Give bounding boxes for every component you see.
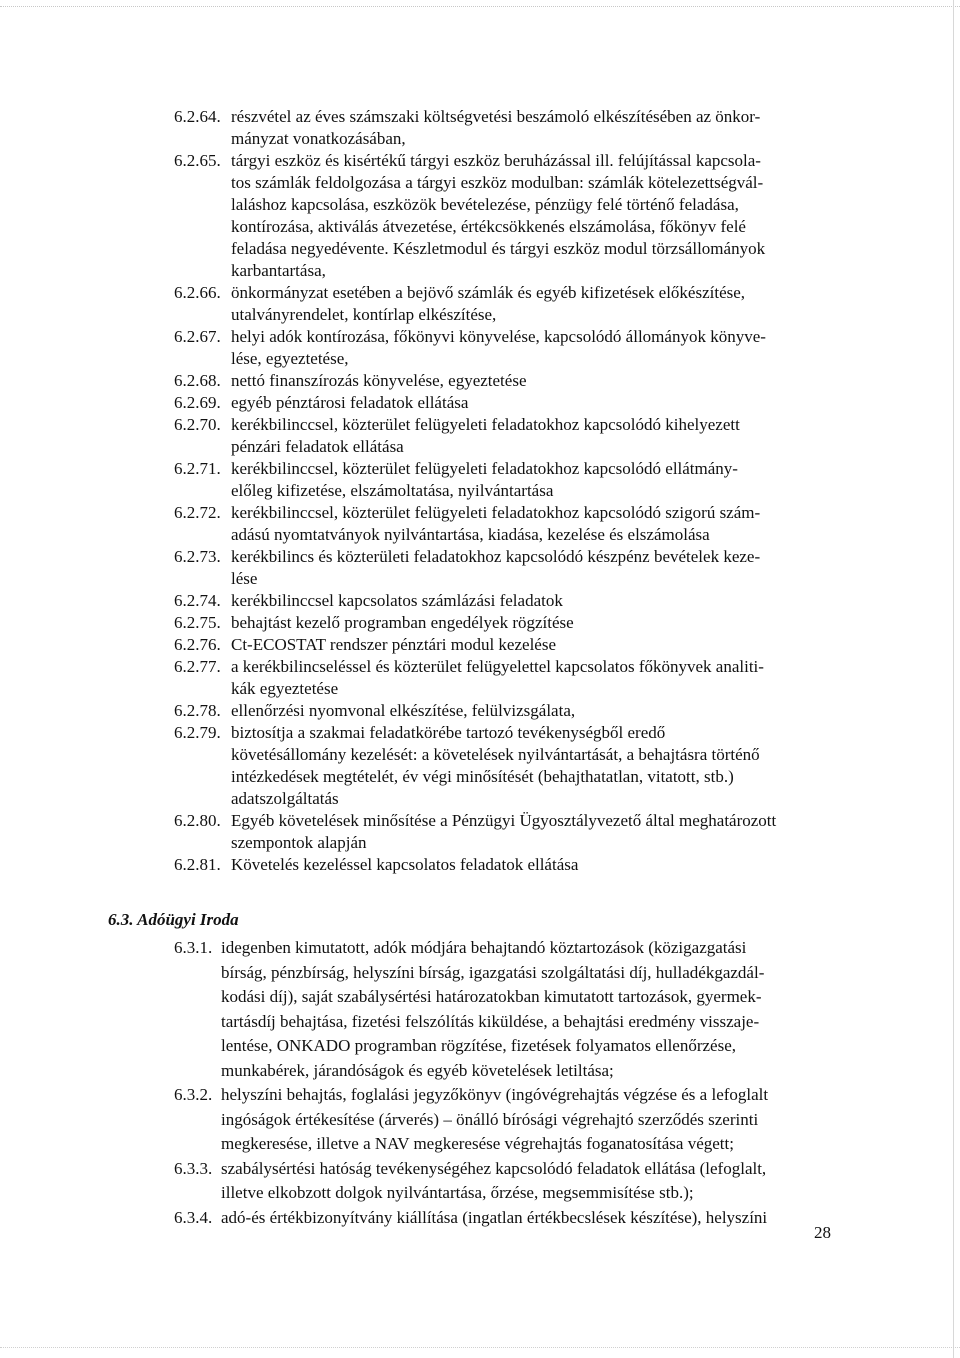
item-text: szabálysértési hatóság tevékenységéhez kapcsolódó feladatok ellátása (lefoglalt, illetve elkobzott dolgok nyilvántartása, őrzése, megsemmisítése stb.); <box>221 1158 767 1202</box>
list-item <box>174 414 846 458</box>
item-text: Ct-ECOSTAT rendszer pénztári modul kezelése <box>231 635 557 654</box>
item-text: egyéb pénztárosi feladatok ellátása <box>231 393 469 412</box>
item-number: 6.2.79. <box>174 723 221 742</box>
list-item <box>174 612 846 634</box>
list-item <box>174 1157 848 1206</box>
item-number: 6.2.78. <box>174 701 221 720</box>
item-number: 6.2.76. <box>174 635 221 654</box>
list-item <box>174 700 846 722</box>
item-text: kerékbilincs és közterületi feladatokhoz kapcsolódó készpénz bevételek keze- lése <box>231 547 761 588</box>
item-text: nettó finanszírozás könyvelése, egyeztetése <box>231 371 527 390</box>
list-item <box>174 392 846 414</box>
scan-edge-bottom <box>0 1347 960 1348</box>
item-number: 6.2.69. <box>174 393 221 412</box>
item-text: adó-és értékbizonyítvány kiállítása (ingatlan értékbecslések készítése), helyszíni <box>221 1207 768 1227</box>
item-number: 6.2.80. <box>174 811 221 830</box>
list-item <box>174 854 846 876</box>
item-number: 6.2.74. <box>174 591 221 610</box>
list-item <box>174 634 846 656</box>
list-item <box>174 326 846 370</box>
item-text: ellenőrzési nyomvonal elkészítése, felülvizsgálata, <box>231 701 576 720</box>
item-number: 6.3.4. <box>174 1207 213 1227</box>
list-item <box>174 150 846 282</box>
list-item <box>174 370 846 392</box>
item-text: helyszíni behajtás, foglalási jegyzőkönyv (ingóvégrehajtás végzése és a lefoglalt ingóságok értékesítése (árverés) – önálló bírósági végrehajtó szerződés szerinti megkeresése, illetve a NAV megkeresése végrehajtás foganatosítása végett; <box>221 1085 769 1153</box>
item-text: biztosítja a szakmai feladatkörébe tartozó tevékenységből eredő követésállomány kezelését: a követelések nyilvántartását, a behajtásra történő intézkedések megtételét, év végi minősítését (behajthatatlan, vitatott, stb.) adatszolgáltatás <box>231 723 760 808</box>
item-number: 6.2.71. <box>174 459 221 478</box>
item-number: 6.3.2. <box>174 1085 213 1104</box>
item-text: részvétel az éves számszaki költségvetési beszámoló elkészítésében az önkor- mányzat vonatkozásában, <box>231 107 761 148</box>
list-item <box>174 1206 848 1231</box>
item-number: 6.2.65. <box>174 151 221 170</box>
item-number: 6.2.81. <box>174 855 221 874</box>
item-text: behajtást kezelő programban engedélyek rögzítése <box>231 613 574 632</box>
item-text: idegenben kimutatott, adók módjára behajtandó köztartozások (közigazgatási bírság, pénzbírság, helyszíni bírság, igazgatási szolgáltatási díj, hulladékgazdál- kodási díj), saját szabálysértési határozatokban kimutatott tartozások, gyermek- tartásdíj behajtása, fizetési felszólítás kiküldése, a behajtási eredmény visszaje- lentése, ONKADO programban rögzítése, fizetések folyamatos ellenőrzése, munkabérek, járandóságok és egyéb követelések letiltása; <box>221 938 765 1080</box>
item-number: 6.2.67. <box>174 327 221 346</box>
item-number: 6.2.64. <box>174 107 221 126</box>
item-number: 6.3.1. <box>174 938 213 957</box>
section-heading: 6.3. Adóügyi Iroda <box>108 910 239 929</box>
item-number: 6.2.72. <box>174 503 221 522</box>
item-number: 6.2.73. <box>174 547 221 566</box>
item-text: Egyéb követelések minősítése a Pénzügyi Ügyosztályvezető által meghatározott szempontok alapján <box>231 811 777 852</box>
item-number: 6.2.77. <box>174 657 221 676</box>
item-number: 6.2.68. <box>174 371 221 390</box>
list-item <box>174 722 846 810</box>
list-item <box>174 656 846 700</box>
list-item <box>174 502 846 546</box>
item-text: helyi adók kontírozása, főkönyvi könyvelése, kapcsolódó állományok könyve- lése, egyeztetése, <box>231 327 766 368</box>
item-text: kerékbilinccsel, közterület felügyeleti feladatokhoz kapcsolódó szigorú szám- adású nyomtatványok nyilvántartása, kiadása, kezelése és elszámolása <box>231 503 761 544</box>
scan-edge-right <box>953 0 954 1358</box>
list-item <box>174 810 846 854</box>
item-number: 6.2.70. <box>174 415 221 434</box>
item-number: 6.2.66. <box>174 283 221 302</box>
task-list-6-3 <box>174 936 848 1230</box>
item-text: Követelés kezeléssel kapcsolatos feladatok ellátása <box>231 855 579 874</box>
page-number: 28 <box>814 1223 831 1242</box>
list-item <box>174 1083 848 1157</box>
item-text: önkormányzat esetében a bejövő számlák és egyéb kifizetések előkészítése, utalványrendelet, kontírlap elkészítése, <box>231 283 746 324</box>
item-number: 6.3.3. <box>174 1158 213 1178</box>
item-text: kerékbilinccsel, közterület felügyeleti feladatokhoz kapcsolódó kihelyezett pénzári feladatok ellátása <box>231 415 740 456</box>
item-text: a kerékbilincseléssel és közterület felügyelettel kapcsolatos főkönyvek analiti- kák egyeztetése <box>231 657 764 698</box>
list-item <box>174 458 846 502</box>
item-text: kerékbilinccsel kapcsolatos számlázási feladatok <box>231 591 563 610</box>
section-6-3 <box>108 909 848 1230</box>
item-text: tárgyi eszköz és kisértékű tárgyi eszköz beruházással ill. felújítással kapcsola- tos számlák feldolgozása a tárgyi eszköz modulban: számlák kötelezettségvál- laláshoz kapcsolása, eszközök bevételezése, pénzügy felé történő feladása, kontírozása, aktiválás átvezetése, értékcsökkenés elszámolása, főkönyv felé feladása negyedévente. Készletmodul és tárgyi eszköz modul törzsállományok karbantartása, <box>231 151 766 280</box>
task-list-6-2 <box>174 106 846 876</box>
scan-edge-top <box>0 6 960 7</box>
list-item <box>174 590 846 612</box>
list-item <box>174 282 846 326</box>
list-item <box>174 936 848 1083</box>
list-item <box>174 106 846 150</box>
list-item <box>174 546 846 590</box>
item-text: kerékbilinccsel, közterület felügyeleti feladatokhoz kapcsolódó ellátmány- előleg kifizetése, elszámoltatása, nyilvántartása <box>231 459 738 500</box>
item-number: 6.2.75. <box>174 613 221 632</box>
